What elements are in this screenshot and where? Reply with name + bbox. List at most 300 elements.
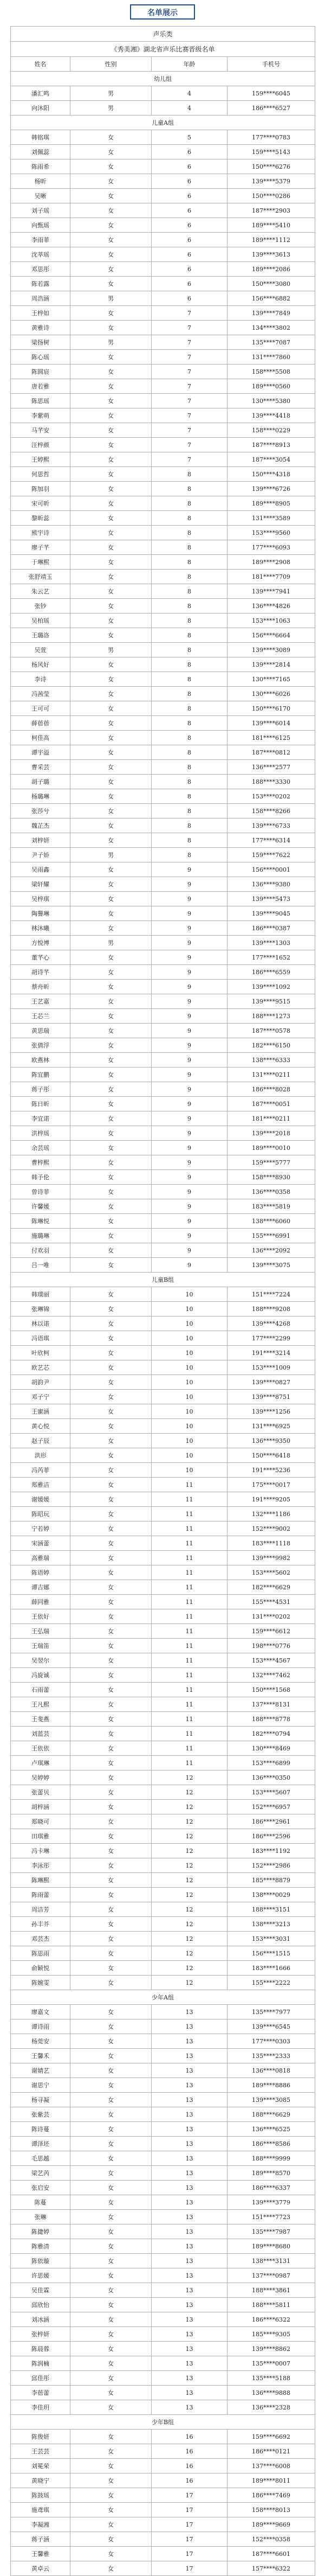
table-row [11, 1111, 315, 1126]
cell-name: 陈琳熙 [11, 1873, 70, 1888]
cell-phone: 139****3089 [227, 643, 315, 657]
cell-name: 周浩涵 [11, 291, 70, 306]
cell-phone: 150****1568 [227, 1683, 315, 1697]
cell-age: 6 [152, 291, 227, 306]
cell-gender: 女 [70, 1727, 152, 1741]
cell-gender: 女 [70, 2049, 152, 2063]
cell-phone: 181****6125 [227, 731, 315, 745]
cell-gender: 女 [70, 1199, 152, 1214]
cell-gender: 女 [70, 2430, 152, 2444]
table-row [11, 716, 315, 731]
table-row [11, 1609, 315, 1624]
cell-gender: 女 [70, 1229, 152, 1243]
table-row [11, 247, 315, 262]
table-row [11, 1126, 315, 1141]
cell-name: 冯茜莹 [11, 687, 70, 701]
cell-phone: 132****7462 [227, 1668, 315, 1683]
cell-gender: 女 [70, 745, 152, 760]
cell-name: 吴佳霖 [11, 2283, 70, 2298]
table-row [11, 599, 315, 613]
cell-phone: 189****1112 [227, 233, 315, 247]
table-row [11, 1712, 315, 1727]
cell-name: 汪梓颜 [11, 438, 70, 452]
cell-age: 7 [152, 321, 227, 335]
cell-age: 12 [152, 1829, 227, 1844]
cell-age: 13 [152, 2254, 227, 2268]
cell-gender: 女 [70, 452, 152, 467]
cell-age: 13 [152, 2239, 227, 2254]
cell-gender: 女 [70, 599, 152, 613]
cell-phone: 153****5602 [227, 1565, 315, 1580]
cell-age: 13 [152, 2151, 227, 2166]
cell-gender: 女 [70, 862, 152, 877]
table-row [11, 1580, 315, 1595]
cell-gender: 女 [70, 760, 152, 775]
cell-phone: 139****2018 [227, 1126, 315, 1141]
cell-gender: 女 [70, 1038, 152, 1053]
table-row [11, 2210, 315, 2225]
cell-gender: 女 [70, 2371, 152, 2386]
cell-name: 杨风好 [11, 657, 70, 672]
cell-phone: 135****2333 [227, 2049, 315, 2063]
table-row [11, 2137, 315, 2151]
table-row [11, 1770, 315, 1785]
table-row [11, 819, 315, 833]
cell-phone: 189****8886 [227, 2078, 315, 2093]
cell-name: 王梓如 [11, 306, 70, 321]
cell-phone: 150****6418 [227, 1448, 315, 1463]
table-row [11, 306, 315, 321]
cell-phone: 153****1009 [227, 1360, 315, 1375]
cell-phone: 153****0202 [227, 789, 315, 804]
cell-gender: 女 [70, 1141, 152, 1155]
table-row [11, 2151, 315, 2166]
cell-gender: 女 [70, 1580, 152, 1595]
cell-age: 11 [152, 1609, 227, 1624]
cell-gender: 女 [70, 1902, 152, 1917]
cell-gender: 女 [70, 1844, 152, 1858]
cell-name: 刘佩蕊 [11, 145, 70, 159]
table-row [11, 965, 315, 980]
table-row [11, 2459, 315, 2473]
cell-age: 11 [152, 1653, 227, 1668]
cell-name: 张舒靖玉 [11, 570, 70, 584]
cell-phone: 152****0358 [227, 2532, 315, 2547]
cell-name: 冯旋诚 [11, 1668, 70, 1683]
cell-phone: 139****5379 [227, 174, 315, 189]
cell-name: 赵子辰 [11, 1434, 70, 1448]
cell-age: 13 [152, 2356, 227, 2371]
table-row [11, 2225, 315, 2239]
cell-name: 陈雅清 [11, 2239, 70, 2254]
cell-name: 叶欣柯 [11, 1346, 70, 1360]
cell-age: 11 [152, 1668, 227, 1683]
cell-name: 韩璞丽 [11, 1287, 70, 1302]
cell-gender: 女 [70, 950, 152, 965]
cell-age: 7 [152, 438, 227, 452]
cell-name: 王斐燕 [11, 1712, 70, 1727]
cell-phone: 157****6322 [227, 2561, 315, 2576]
cell-age: 9 [152, 1258, 227, 1273]
table-row [11, 452, 315, 467]
cell-gender: 女 [70, 2268, 152, 2283]
cell-age: 11 [152, 1492, 227, 1507]
cell-gender: 女 [70, 1185, 152, 1199]
table-row [11, 1683, 315, 1697]
cell-name: 王艺嘉 [11, 994, 70, 1009]
cell-phone: 189****9669 [227, 2517, 315, 2532]
table-row [11, 335, 315, 350]
cell-phone: 139****6726 [227, 482, 315, 496]
table-row [11, 862, 315, 877]
table-row [11, 379, 315, 394]
table-caption: 《秀美湘》湖北省声乐比赛晋级名单 [11, 42, 315, 57]
cell-name: 余芸瑶 [11, 1141, 70, 1155]
cell-gender: 女 [70, 2473, 152, 2488]
cell-name: 王芸芸 [11, 2444, 70, 2459]
table-row [11, 1829, 315, 1844]
cell-phone: 150****6170 [227, 701, 315, 716]
cell-age: 17 [152, 2517, 227, 2532]
cell-phone: 177****6314 [227, 833, 315, 848]
cell-age: 8 [152, 570, 227, 584]
cell-name: 向甄瑶 [11, 218, 70, 233]
table-row [11, 277, 315, 291]
cell-phone: 186****0387 [227, 921, 315, 936]
cell-age: 8 [152, 657, 227, 672]
table-row [11, 2107, 315, 2122]
cell-phone: 159****6612 [227, 1624, 315, 1639]
cell-age: 13 [152, 2268, 227, 2283]
cell-phone: 131****0211 [227, 1068, 315, 1082]
table-row [11, 643, 315, 657]
cell-age: 13 [152, 2019, 227, 2034]
cell-name: 王璐洛 [11, 628, 70, 643]
cell-name: 宁若婷 [11, 1522, 70, 1536]
cell-name: 冯芮菲 [11, 1463, 70, 1478]
cell-age: 10 [152, 1375, 227, 1390]
table-row [11, 1551, 315, 1565]
cell-age: 12 [152, 1961, 227, 1976]
cell-phone: 139****3075 [227, 1258, 315, 1273]
table-row [11, 687, 315, 701]
cell-phone: 181****7709 [227, 570, 315, 584]
cell-phone: 187****2903 [227, 203, 315, 218]
table-row [11, 130, 315, 145]
table-row [11, 1229, 315, 1243]
cell-age: 13 [152, 2166, 227, 2181]
cell-name: 吕一唯 [11, 1258, 70, 1273]
cell-name: 曹采芸 [11, 760, 70, 775]
table-row [11, 2181, 315, 2195]
cell-phone: 185****9305 [227, 2327, 315, 2342]
cell-age: 17 [152, 2547, 227, 2561]
cell-age: 13 [152, 2034, 227, 2049]
cell-phone: 187****0578 [227, 1024, 315, 1038]
table-row [11, 2342, 315, 2356]
cell-phone: 139****7941 [227, 584, 315, 599]
cell-phone: 139****1092 [227, 980, 315, 994]
cell-gender: 女 [70, 833, 152, 848]
table-row [11, 1053, 315, 1068]
cell-name: 陈雨希 [11, 159, 70, 174]
cell-name: 陈加羽 [11, 482, 70, 496]
cell-gender: 女 [70, 1917, 152, 1932]
cell-name: 欧燕林 [11, 1053, 70, 1068]
cell-phone: 186****2596 [227, 1829, 315, 1844]
cell-gender: 女 [70, 1390, 152, 1404]
table-row [11, 2195, 315, 2210]
table-row [11, 1009, 315, 1024]
cell-gender: 女 [70, 467, 152, 482]
table-row [11, 159, 315, 174]
cell-gender: 女 [70, 306, 152, 321]
cell-name: 陈晨蓉 [11, 2342, 70, 2356]
cell-age: 9 [152, 965, 227, 980]
cell-name: 李宜诺 [11, 1111, 70, 1126]
cell-name: 郑雅洁 [11, 1478, 70, 1492]
cell-name: 陈婉雯 [11, 1976, 70, 1990]
cell-name: 梁扬树 [11, 335, 70, 350]
table-row [11, 1492, 315, 1507]
table-row [11, 1346, 315, 1360]
table-row [11, 1976, 315, 1990]
table-row [11, 994, 315, 1009]
cell-age: 13 [152, 2122, 227, 2137]
cell-phone: 138****6060 [227, 1214, 315, 1229]
cell-name: 邓芸杰 [11, 1932, 70, 1946]
cell-phone: 130****8469 [227, 1741, 315, 1756]
cell-name: 张莎兮 [11, 804, 70, 819]
table-row [11, 2005, 315, 2019]
cell-age: 12 [152, 1917, 227, 1932]
table-row [11, 526, 315, 540]
cell-name: 李诗 [11, 672, 70, 687]
cell-gender: 女 [70, 1785, 152, 1800]
cell-gender: 女 [70, 1624, 152, 1639]
table-row [11, 1946, 315, 1961]
cell-gender: 女 [70, 2063, 152, 2078]
cell-age: 7 [152, 394, 227, 408]
cell-name: 蒋子彤 [11, 1082, 70, 1097]
cell-name: 邓子宁 [11, 1390, 70, 1404]
cell-name: 张蕾贝 [11, 1785, 70, 1800]
cell-name: 毛思越 [11, 2151, 70, 2166]
cell-phone: 177****0303 [227, 2034, 315, 2049]
cell-name: 洪形 [11, 1448, 70, 1463]
table-row [11, 101, 315, 116]
cell-gender: 男 [70, 291, 152, 306]
table-row [11, 218, 315, 233]
cell-phone: 186****8586 [227, 2137, 315, 2151]
cell-age: 8 [152, 496, 227, 511]
cell-phone: 139****2814 [227, 657, 315, 672]
cell-name: 石雨蕾 [11, 1683, 70, 1697]
cell-age: 13 [152, 2063, 227, 2078]
cell-age: 9 [152, 1214, 227, 1229]
table-row [11, 1961, 315, 1976]
group-title: 少年A组 [11, 1990, 315, 2005]
cell-name: 蔡舟昕 [11, 980, 70, 994]
cell-age: 16 [152, 2430, 227, 2444]
column-header: 年龄 [152, 57, 227, 72]
cell-gender: 女 [70, 1302, 152, 1316]
cell-gender: 男 [70, 936, 152, 950]
cell-phone: 139****9982 [227, 1551, 315, 1565]
cell-name: 谢思宁 [11, 2078, 70, 2093]
cell-gender: 女 [70, 1434, 152, 1448]
cell-age: 10 [152, 1287, 227, 1302]
cell-phone: 175****0017 [227, 1478, 315, 1492]
table-row [11, 1302, 315, 1316]
table-row [11, 291, 315, 306]
cell-age: 13 [152, 2181, 227, 2195]
cell-name: 胡子璐 [11, 775, 70, 789]
cell-name: 胡诗芊 [11, 965, 70, 980]
cell-phone: 131****7860 [227, 350, 315, 365]
table-row [11, 1624, 315, 1639]
table-row [11, 613, 315, 628]
cell-name: 黄心悦 [11, 1419, 70, 1434]
cell-age: 12 [152, 1946, 227, 1961]
cell-name: 洪梓瑶 [11, 1126, 70, 1141]
cell-name: 陈语婷 [11, 1565, 70, 1580]
table-row [11, 628, 315, 643]
cell-age: 9 [152, 1111, 227, 1126]
table-row [11, 1243, 315, 1258]
cell-phone: 139****8862 [227, 2342, 315, 2356]
table-row [11, 1653, 315, 1668]
group-row [11, 1990, 315, 2005]
cell-age: 8 [152, 760, 227, 775]
cell-age: 8 [152, 789, 227, 804]
cell-age: 8 [152, 584, 227, 599]
cell-name: 张琳锦 [11, 1302, 70, 1316]
table-row [11, 1390, 315, 1404]
cell-gender: 女 [70, 1097, 152, 1111]
caption-row [11, 42, 315, 57]
cell-name: 王依依 [11, 1741, 70, 1756]
table-row [11, 2532, 315, 2547]
cell-phone: 186****0121 [227, 2444, 315, 2459]
table-row [11, 906, 315, 921]
table-row [11, 2386, 315, 2400]
cell-name: 蒋子涵 [11, 2532, 70, 2547]
cell-age: 7 [152, 423, 227, 438]
cell-phone: 136****6525 [227, 2122, 315, 2137]
table-row [11, 2034, 315, 2049]
table-row [11, 745, 315, 760]
cell-phone: 189****0010 [227, 1141, 315, 1155]
cell-phone: 131****3589 [227, 511, 315, 526]
cell-name: 刘冕荣 [11, 2459, 70, 2473]
group-title: 儿童B组 [11, 1273, 315, 1287]
cell-gender: 女 [70, 775, 152, 789]
cell-name: 林以诺 [11, 1316, 70, 1331]
cell-phone: 188****5811 [227, 2298, 315, 2312]
cell-name: 王馨雅 [11, 2547, 70, 2561]
table-row [11, 2254, 315, 2268]
cell-phone: 136****2328 [227, 2400, 315, 2415]
cell-age: 17 [152, 2532, 227, 2547]
cell-phone: 155****2222 [227, 1976, 315, 1990]
cell-age: 12 [152, 1873, 227, 1888]
table-row [11, 1287, 315, 1302]
cell-name: 曾诗菲 [11, 1185, 70, 1199]
cell-age: 8 [152, 599, 227, 613]
cell-gender: 女 [70, 438, 152, 452]
cell-age: 6 [152, 277, 227, 291]
cell-gender: 女 [70, 408, 152, 423]
cell-age: 8 [152, 745, 227, 760]
cell-name: 陈诗蔓 [11, 2122, 70, 2137]
cell-name: 高雅瑞 [11, 1551, 70, 1565]
cell-phone: 138****3131 [227, 2254, 315, 2268]
table-row [11, 1434, 315, 1448]
cell-gender: 女 [70, 1551, 152, 1565]
cell-name: 陈若露 [11, 277, 70, 291]
cell-name: 陈琳悦 [11, 1214, 70, 1229]
roster-table [10, 26, 315, 2576]
cell-gender: 女 [70, 2488, 152, 2503]
cell-gender: 女 [70, 1170, 152, 1185]
table-row [11, 511, 315, 526]
cell-age: 8 [152, 511, 227, 526]
cell-age: 8 [152, 833, 227, 848]
cell-gender: 女 [70, 130, 152, 145]
cell-phone: 198****0776 [227, 1639, 315, 1653]
group-row [11, 2415, 315, 2430]
cell-name: 王凡熙 [11, 1697, 70, 1712]
cell-phone: 153****4567 [227, 1653, 315, 1668]
cell-gender: 女 [70, 1448, 152, 1463]
cell-age: 9 [152, 950, 227, 965]
cell-phone: 150****3080 [227, 277, 315, 291]
cell-name: 邱欣怡 [11, 2298, 70, 2312]
cell-name: 冯卡琳 [11, 1844, 70, 1858]
cell-gender: 女 [70, 877, 152, 892]
cell-phone: 191****9205 [227, 1492, 315, 1507]
cell-age: 10 [152, 1346, 227, 1360]
table-row [11, 2517, 315, 2532]
cell-name: 吴婷婷 [11, 1770, 70, 1785]
table-row [11, 1800, 315, 1814]
cell-age: 9 [152, 1199, 227, 1214]
cell-age: 8 [152, 628, 227, 643]
table-row [11, 2561, 315, 2576]
cell-phone: 153****5607 [227, 1785, 315, 1800]
table-row [11, 2371, 315, 2386]
table-row [11, 2239, 315, 2254]
cell-phone: 188****1273 [227, 1009, 315, 1024]
table-row [11, 1858, 315, 1873]
table-row [11, 1170, 315, 1185]
cell-phone: 137****8131 [227, 1697, 315, 1712]
cell-gender: 女 [70, 701, 152, 716]
cell-age: 5 [152, 130, 227, 145]
cell-phone: 153****3031 [227, 1932, 315, 1946]
cell-phone: 183****5819 [227, 1199, 315, 1214]
cell-phone: 191****5236 [227, 1463, 315, 1478]
cell-name: 许思媛 [11, 2268, 70, 2283]
cell-name: 郑晓可 [11, 1814, 70, 1829]
cell-gender: 女 [70, 687, 152, 701]
cell-phone: 139****4268 [227, 1316, 315, 1331]
table-row [11, 2166, 315, 2181]
cell-phone: 139****8751 [227, 1390, 315, 1404]
cell-name: 陈宜鹏 [11, 1068, 70, 1082]
cell-name: 吴梓琪 [11, 892, 70, 906]
